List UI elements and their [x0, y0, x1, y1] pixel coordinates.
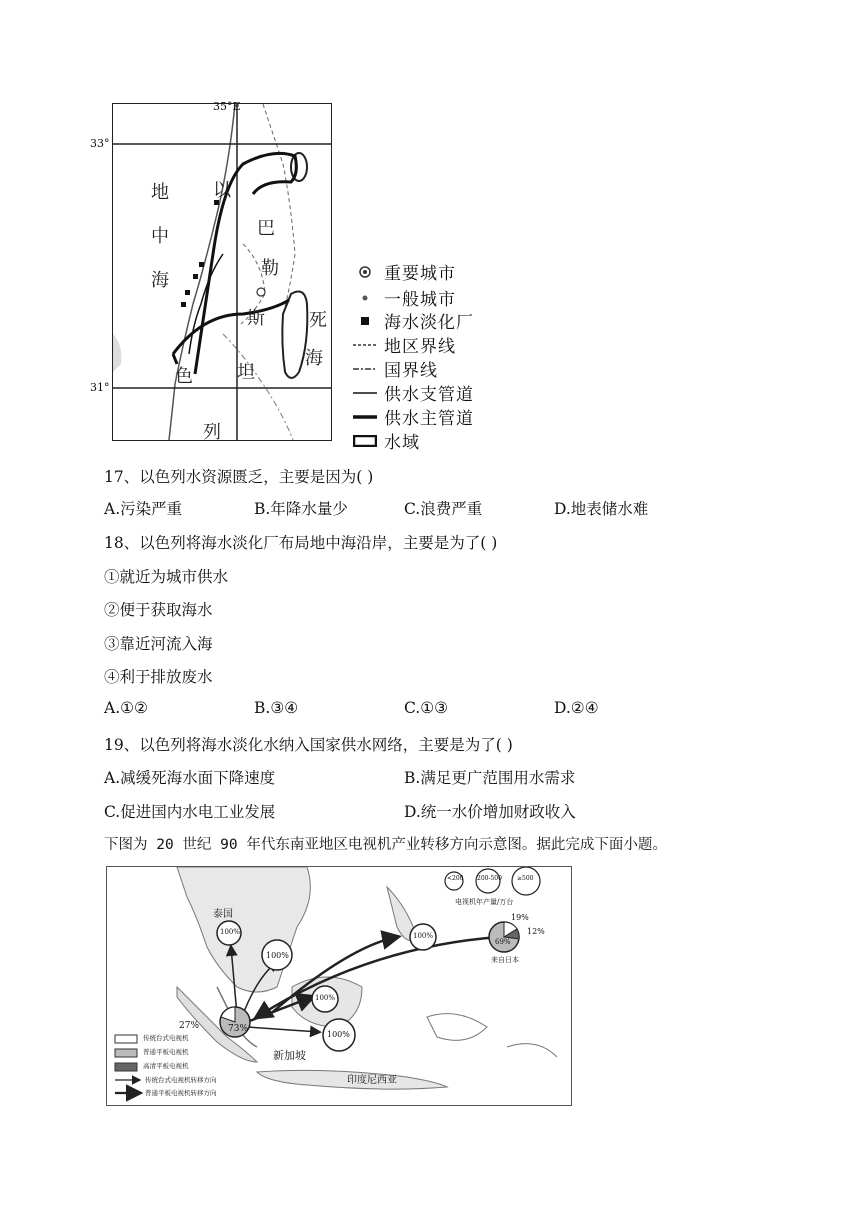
- latitude-bottom-label: 31°: [90, 381, 110, 394]
- legend-city: 一般城市: [352, 285, 456, 310]
- q17-option-c: C.浪费严重: [404, 500, 483, 518]
- country-char-3: 斯: [247, 308, 265, 329]
- israel-char-3: 列: [203, 422, 221, 443]
- legend-top-2: 200-500: [477, 875, 502, 882]
- legend-main-pipe: 供水主管道: [352, 404, 474, 429]
- q18-option-a: A.①②: [104, 699, 148, 717]
- singapore-label: 新加坡: [273, 1049, 306, 1062]
- dead-sea-char-2: 海: [305, 348, 323, 369]
- q18-item-4: ④利于排放废水: [104, 668, 213, 686]
- legend-national-boundary: 国界线: [352, 356, 438, 381]
- legend-top-1: <200: [447, 875, 464, 882]
- q18-item-3: ③靠近河流入海: [104, 635, 213, 653]
- pie-label-japan-19: 19%: [511, 913, 529, 922]
- q18-option-b: B.③④: [254, 699, 299, 717]
- main-pipe-icon: [352, 413, 378, 421]
- pie-label-borneo: 100%: [315, 994, 336, 1002]
- israel-map-drawing: [113, 104, 331, 440]
- country-char-4: 坦: [237, 362, 255, 383]
- indonesia-label: 印度尼西亚: [347, 1075, 397, 1086]
- legend-bottom-4: 传统台式电视机转移方向: [145, 1076, 217, 1084]
- q17-option-a: A.污染严重: [104, 500, 183, 518]
- dead-sea-char-1: 死: [309, 310, 327, 331]
- sea-char-3: 海: [151, 270, 169, 291]
- southeast-asia-map: [106, 866, 572, 1106]
- question-17-stem: 17、以色列水资源匮乏，主要是因为( ): [104, 468, 374, 486]
- israel-char-2: 色: [175, 366, 193, 387]
- pie-label-malaysia-2: 27%: [179, 1021, 200, 1031]
- legend-bottom-5: 普通平板电视机转移方向: [145, 1089, 217, 1097]
- sea-char-1: 地: [151, 182, 169, 203]
- country-char-1: 巴: [257, 218, 275, 239]
- latitude-top-label: 33°: [90, 137, 110, 150]
- legend-bottom-3: 高清平板电视机: [143, 1062, 189, 1070]
- legend-water-area: 水域: [352, 428, 420, 453]
- japan-source-label: 来自日本: [491, 956, 519, 964]
- q19-option-c: C.促进国内水电工业发展: [104, 803, 276, 821]
- q18-item-2: ②便于获取海水: [104, 601, 213, 619]
- city-icon: [352, 293, 378, 303]
- branch-pipe-icon: [352, 390, 378, 396]
- q18-option-c: C.①③: [404, 699, 449, 717]
- desalination-plant-icon: [352, 316, 378, 326]
- sea-char-2: 中: [151, 226, 169, 247]
- q17-option-d: D.地表储水难: [554, 500, 649, 518]
- legend-bottom-1: 传统台式电视机: [143, 1034, 189, 1042]
- national-boundary-icon: [352, 366, 378, 372]
- q18-option-d: D.②④: [554, 699, 599, 717]
- pie-label-thailand: 100%: [220, 928, 241, 936]
- major-city-icon: [352, 266, 378, 278]
- question-18-stem: 18、以色列将海水淡化厂布局地中海沿岸，主要是为了( ): [104, 534, 498, 552]
- region-boundary-icon: [352, 342, 378, 348]
- q19-option-b: B.满足更广范围用水需求: [404, 769, 576, 787]
- q19-option-d: D.统一水价增加财政收入: [404, 803, 576, 821]
- pie-label-japan-69: 69%: [495, 938, 511, 946]
- israel-map: [112, 100, 332, 443]
- pie-label-malaysia: 73%: [228, 1024, 249, 1034]
- question-19-stem: 19、以色列将海水淡化水纳入国家供水网络，主要是为了( ): [104, 736, 513, 754]
- legend-major-city: 重要城市: [352, 259, 456, 284]
- intro-text: 下图为 20 世纪 90 年代东南亚地区电视机产业转移方向示意图。据此完成下面小题。: [104, 837, 667, 853]
- israel-char-1: 以: [213, 180, 231, 201]
- thailand-label: 泰国: [213, 909, 233, 920]
- q19-option-a: A.减缓死海水面下降速度: [104, 769, 276, 787]
- legend-region-boundary: 地区界线: [352, 332, 456, 357]
- legend-top-3: ≥500: [517, 875, 534, 882]
- longitude-label: 35°E: [213, 100, 241, 113]
- legend-top-caption: 电视机年产量/万台: [455, 898, 514, 906]
- country-char-2: 勒: [261, 258, 279, 279]
- legend-branch-pipe: 供水支管道: [352, 380, 474, 405]
- q18-item-1: ①就近为城市供水: [104, 568, 229, 586]
- pie-label-philippines: 100%: [413, 932, 434, 940]
- pie-label-vietnam: 100%: [266, 951, 289, 960]
- pie-label-japan-12: 12%: [527, 927, 545, 936]
- legend-bottom-2: 普通平板电视机: [143, 1048, 189, 1056]
- legend-desalination: 海水淡化厂: [352, 308, 474, 333]
- pie-label-java: 100%: [327, 1030, 350, 1039]
- q17-option-b: B.年降水量少: [254, 500, 348, 518]
- water-area-icon: [352, 435, 378, 447]
